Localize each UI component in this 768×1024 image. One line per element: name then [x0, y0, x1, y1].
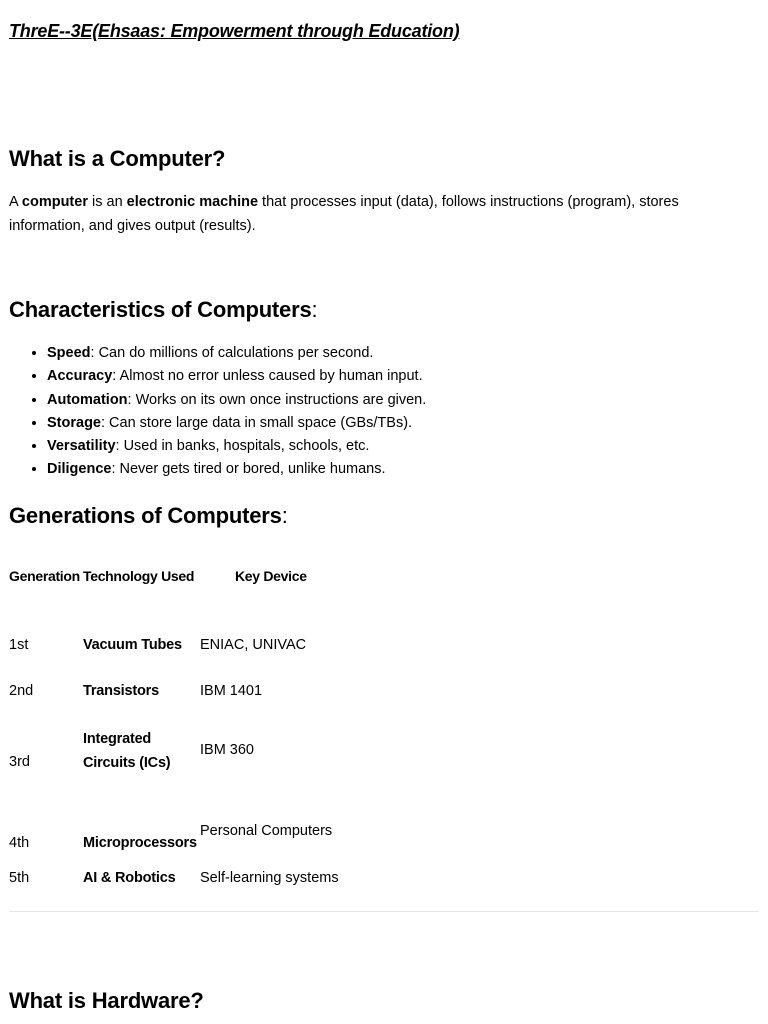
cell-key-device: Self-learning systems — [200, 870, 339, 886]
cell-technology: AI & Robotics — [83, 870, 176, 886]
heading-generations — [9, 503, 288, 529]
list-item-desc: : Used in banks, hospitals, schools, etc. — [115, 438, 370, 455]
heading-generations-text: Generations of Computers — [9, 503, 282, 528]
list-item-desc: : Almost no error unless caused by human input. — [112, 368, 423, 385]
list-item-term: Automation — [47, 391, 128, 408]
list-item-term: Versatility — [47, 438, 116, 455]
cell-technology: Transistors — [83, 683, 159, 699]
list-item — [47, 435, 747, 458]
heading-what-is-computer: What is a Computer? — [9, 146, 226, 171]
cell-technology: Integrated Circuits (ICs) — [83, 731, 171, 771]
list-item — [47, 389, 747, 412]
heading-characteristics-text: Characteristics of Computers — [9, 297, 312, 322]
cell-key-device: ENIAC, UNIVAC — [200, 637, 307, 653]
list-item-desc: : Works on its own once instructions are given. — [127, 391, 427, 408]
computer-definition-paragraph — [9, 190, 749, 238]
cell-key-device: IBM 1401 — [200, 683, 263, 699]
list-item-desc: : Never gets tired or bored, unlike humans. — [111, 461, 386, 478]
cell-key-device: Personal Computers — [200, 823, 333, 839]
para-text: is an — [87, 194, 127, 210]
column-header-generation: Generation — [9, 568, 80, 584]
cell-generation: 3rd — [9, 754, 30, 770]
cell-key-device: IBM 360 — [200, 742, 254, 758]
list-item-desc: : Can store large data in small space (GBs/TBs). — [101, 414, 413, 431]
cell-generation: 2nd — [9, 683, 34, 699]
column-header-technology: Technology Used — [83, 568, 195, 584]
list-item — [47, 458, 747, 481]
heading-characteristics — [9, 297, 317, 323]
cell-generation: 1st — [9, 637, 29, 653]
heading-colon: : — [311, 297, 318, 322]
column-header-key-device: Key Device — [235, 568, 307, 584]
section-divider — [9, 911, 759, 912]
para-bold-computer: computer — [21, 194, 88, 210]
list-item-term: Accuracy — [47, 368, 113, 385]
heading-what-is-hardware: What is Hardware? — [9, 988, 204, 1013]
heading-colon: : — [281, 503, 288, 528]
cell-generation: 4th — [9, 835, 30, 851]
list-item — [47, 342, 747, 365]
list-item — [47, 365, 747, 388]
para-text: A — [9, 194, 22, 210]
cell-technology: Vacuum Tubes — [83, 637, 182, 653]
list-item — [47, 412, 747, 435]
list-item-term: Storage — [47, 414, 101, 431]
list-item-term: Speed — [47, 345, 91, 361]
list-item-desc: : Can do millions of calculations per second. — [90, 345, 374, 361]
para-text: that processes input (data), follows instructions (program), stores information, and gives output (results). — [9, 194, 679, 234]
para-bold-electronic-machine: electronic machine — [126, 194, 259, 210]
characteristics-list — [9, 342, 747, 482]
cell-technology: Microprocessors — [83, 835, 197, 851]
document-title: ThreE--3E(Ehsaas: Empowerment through Education) — [9, 21, 460, 41]
cell-generation: 5th — [9, 870, 30, 886]
list-item-term: Diligence — [47, 461, 112, 478]
